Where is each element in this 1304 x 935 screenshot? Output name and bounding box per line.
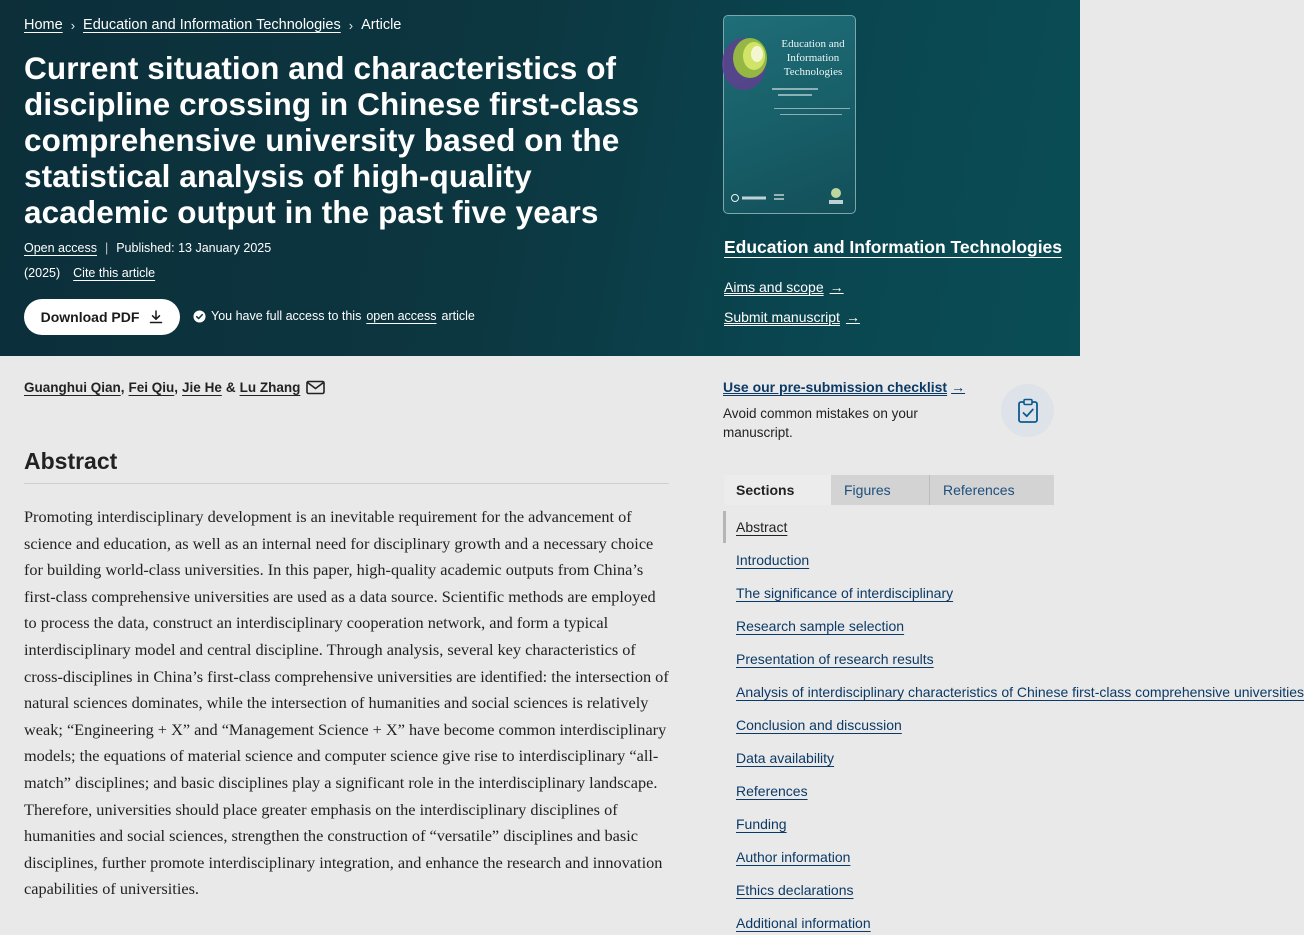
toc-item-ethics[interactable]: Ethics declarations	[736, 882, 854, 898]
abstract-text: Promoting interdisciplinary development is an inevitable requirement for the advancement of science and education, as well as an internal need for disciplinary growth and a necessary choice for building world-class universities. In this paper, high-quality academic outputs from China’s first-class comprehensive universities are used as a data source. Scientific methods are employed to process the data, construct an interdisciplinary cooperation network, and form a typical interdisciplinary model and central discipline. Through analysis, several key characteristics of cross-disciplines in China’s first-class comprehensive universities are identified: the intersection of natural sciences dominates, while the intersection of humanities and social sciences is relatively weak; “Engineering + X” and “Management Science + X” have become common interdisciplinary models; the equations of material science and computer science give rise to interdisciplinary “all-match” disciplines; and basic disciplines play a significant role in the interdisciplinary landscape. Therefore, universities should place greater emphasis on the interdisciplinary disciplines of humanities and social sciences, strengthen the construction of “versatile” disciplines and basic disciplines, further promote interdisciplinary integration, and enhance the research and innovation capabilities of universities.	[24, 507, 669, 899]
article-meta	[24, 241, 271, 255]
tab-sections[interactable]: Sections	[724, 475, 831, 505]
breadcrumb-journal[interactable]: Education and Information Technologies	[83, 17, 341, 33]
toc-item-analysis[interactable]: Analysis of interdisciplinary characteristics of Chinese first-class comprehensive universities	[736, 684, 1304, 700]
tab-references[interactable]: References	[943, 482, 1015, 498]
author-link[interactable]: Lu Zhang	[239, 380, 301, 395]
toc-item-results[interactable]: Presentation of research results	[736, 651, 934, 667]
download-pdf-button[interactable]	[24, 299, 180, 335]
article-title: Current situation and characteristics of discipline crossing in Chinese first-class comprehensive university based on the statistical analysis of high-quality academic output in the past five years	[24, 50, 640, 230]
cover-editor-line	[772, 88, 818, 90]
chevron-right-icon: ›	[70, 17, 76, 33]
access-notice	[193, 309, 475, 323]
toc-item-author-information[interactable]: Author information	[736, 849, 851, 865]
publication-year: (2025)	[24, 266, 61, 280]
toc-item-references[interactable]: References	[736, 783, 808, 799]
toc-item-introduction[interactable]: Introduction	[736, 552, 810, 568]
download-pdf-label: Download PDF	[40, 309, 140, 325]
author-separator: ,	[174, 380, 179, 395]
breadcrumb-home[interactable]: Home	[24, 17, 63, 33]
toc-item-research-sample[interactable]: Research sample selection	[736, 618, 905, 634]
submit-manuscript-link[interactable]	[724, 309, 860, 325]
meta-divider: |	[104, 241, 109, 255]
cover-swirl-graphic	[724, 32, 772, 94]
breadcrumb-current: Article	[361, 17, 402, 33]
toc-current-indicator	[723, 511, 726, 543]
tab-figures[interactable]: Figures	[844, 482, 891, 498]
cite-article-link[interactable]: Cite this article	[73, 266, 156, 280]
author-list	[24, 380, 325, 395]
springer-logo-icon	[730, 191, 800, 205]
access-text-suffix: article	[441, 309, 475, 323]
journal-cover-image[interactable]	[723, 15, 856, 214]
abstract-heading: Abstract	[24, 448, 118, 474]
checklist-description: Avoid common mistakes on your manuscript.	[723, 406, 918, 440]
abstract-divider	[24, 483, 669, 484]
cover-title	[771, 37, 855, 79]
cover-title-line: Information	[786, 52, 840, 64]
arrow-right-icon: →	[951, 379, 966, 395]
pre-submission-checklist-link[interactable]	[723, 379, 965, 395]
toc-item-additional-information[interactable]: Additional information	[736, 915, 871, 931]
cover-editor-line	[778, 94, 812, 96]
journal-title-link[interactable]: Education and Information Technologies	[724, 237, 1063, 257]
cover-title-line: Education and	[781, 38, 845, 50]
open-access-inline-link[interactable]: open access	[366, 309, 437, 323]
cover-subtitle-line	[780, 114, 842, 115]
author-separator: ,	[120, 380, 125, 395]
ifip-logo-icon	[825, 185, 847, 207]
article-header	[0, 0, 1080, 356]
toc-item-conclusion[interactable]: Conclusion and discussion	[736, 717, 902, 733]
author-separator: &	[225, 380, 236, 395]
aims-scope-link[interactable]	[724, 279, 844, 295]
toc-item-significance[interactable]: The significance of interdisciplinary	[736, 585, 954, 601]
check-circle-icon	[193, 310, 206, 323]
download-icon	[149, 310, 163, 324]
toc-item-abstract[interactable]: Abstract	[736, 519, 788, 535]
author-link[interactable]: Jie He	[182, 380, 222, 395]
article-meta-secondary	[24, 266, 155, 280]
arrow-right-icon: →	[845, 309, 860, 325]
chevron-right-icon: ›	[348, 17, 354, 33]
aims-scope-label: Aims and scope	[724, 279, 824, 295]
author-link[interactable]: Guanghui Qian	[24, 380, 121, 395]
toc-item-funding[interactable]: Funding	[736, 816, 787, 832]
open-access-link[interactable]: Open access	[24, 241, 97, 255]
submit-manuscript-label: Submit manuscript	[724, 309, 840, 325]
mail-icon[interactable]	[306, 380, 325, 395]
published-date: Published: 13 January 2025	[116, 241, 272, 255]
sidebar-tabs	[724, 475, 1054, 505]
access-text-prefix: You have full access to this	[211, 309, 362, 323]
clipboard-check-glyph	[1016, 398, 1040, 424]
breadcrumb	[24, 17, 401, 33]
toc-item-data-availability[interactable]: Data availability	[736, 750, 835, 766]
author-link[interactable]: Fei Qiu	[128, 380, 175, 395]
clipboard-check-icon	[1001, 384, 1054, 437]
cover-subtitle-line	[774, 108, 850, 109]
arrow-right-icon: →	[829, 279, 844, 295]
checklist-link-label: Use our pre-submission checklist	[723, 379, 948, 395]
cover-title-line: Technologies	[783, 66, 843, 78]
